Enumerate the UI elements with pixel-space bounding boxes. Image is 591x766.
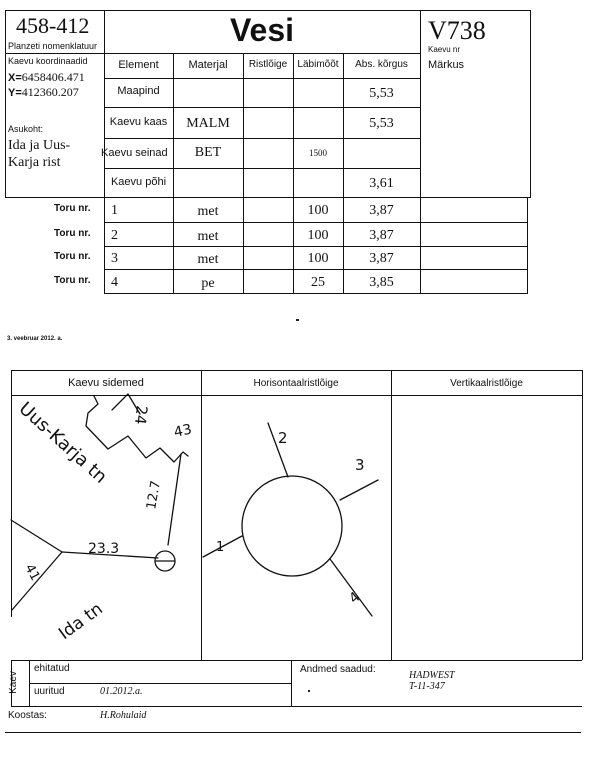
y-label: Y= — [8, 87, 22, 99]
data-from-value-1: HADWEST — [409, 670, 455, 681]
location-line-1: Ida ja Uus- — [8, 138, 71, 153]
data-from-value-2: T-11-347 — [409, 681, 445, 692]
pipe-row-1-diameter: 100 — [307, 203, 329, 218]
element-row-4-elevation: 3,61 — [369, 176, 394, 191]
pipe-row-4-no: 4 — [111, 275, 118, 290]
x-label: X= — [8, 72, 22, 84]
element-row-2-elevation: 5,53 — [369, 116, 394, 131]
col-header-notes: Märkus — [428, 59, 465, 71]
pipe-row-1-material: met — [197, 204, 219, 219]
pipe-row-3-label: Toru nr. — [54, 251, 91, 262]
pipe-3-line — [340, 480, 378, 500]
plan-caption: Planzeti nomenklatuur — [8, 41, 98, 51]
pipe-label-4: 4 — [346, 589, 364, 608]
element-row-3-material: BET — [194, 145, 222, 160]
label-24: 24 — [131, 404, 151, 426]
col-header-elevation: Abs. kõrgus — [355, 59, 408, 70]
measured-label: uuritud — [34, 686, 65, 697]
kaev-label: Kaev — [7, 671, 19, 694]
label-12-7: 12.7 — [144, 479, 164, 511]
pipe-row-2-label: Toru nr. — [54, 228, 91, 239]
coord-caption: Kaevu koordinaadid — [8, 56, 88, 66]
pipe-row-1-label: Toru nr. — [54, 203, 91, 214]
pipe-row-3-diameter: 100 — [307, 251, 329, 266]
built-label: ehitatud — [34, 663, 70, 674]
pipe-label-1: 1 — [216, 540, 225, 555]
pipe-row-4-diameter: 25 — [311, 275, 325, 290]
label-43: 43 — [172, 421, 194, 441]
col-header-section: Ristlõige — [248, 59, 288, 70]
col-header-diameter: Läbimõõt — [297, 59, 339, 70]
location-caption: Asukoht: — [8, 124, 44, 134]
compiled-label: Koostas: — [8, 710, 47, 721]
pipe-row-2-no: 2 — [111, 228, 118, 243]
panel-title-vertical: Vertikaalristlõige — [450, 378, 523, 389]
well-caption: Kaevu nr — [428, 45, 461, 54]
date-line: 3. veebruar 2012. a. — [7, 336, 63, 342]
label-23-3: 23.3 — [88, 541, 120, 557]
street-uus-karja-label: Uus-Karja tn — [14, 398, 111, 488]
pipe-row-2-material: met — [197, 229, 219, 244]
element-row-2-name: Kaevu kaas — [109, 116, 168, 128]
pipe-row-1-elevation: 3,87 — [369, 203, 394, 218]
location-line-2: Karja rist — [8, 155, 61, 170]
col-header-material: Materjal — [188, 59, 228, 71]
element-row-4-name: Kaevu põhi — [110, 176, 167, 188]
data-from-dot — [308, 690, 310, 692]
pipe-label-2: 2 — [278, 429, 288, 447]
panel-title-connections: Kaevu sidemed — [68, 377, 144, 389]
panel-title-horizontal: Horisontaalristlõige — [253, 378, 339, 389]
plan-number: 458-412 — [16, 13, 90, 38]
manhole-circle — [242, 476, 342, 576]
label-41: 41 — [21, 561, 43, 584]
x-value: 6458406.471 — [21, 70, 85, 84]
element-row-3-diameter: 1500 — [309, 148, 327, 158]
pipe-row-2-elevation: 3,87 — [369, 228, 394, 243]
pipe-row-3-elevation: 3,87 — [369, 251, 394, 266]
pipe-row-3-material: met — [197, 252, 219, 267]
element-row-1-name: Maapind — [117, 85, 160, 97]
pipe-4-line — [330, 559, 372, 616]
pipe-row-3-no: 3 — [111, 251, 118, 266]
pipe-row-4-material: pe — [201, 276, 215, 291]
element-row-2-material: MALM — [186, 116, 230, 131]
measured-value: 01.2012.a. — [100, 686, 143, 697]
compiled-value: H.Rohulaid — [100, 710, 147, 721]
pipe-row-4-label: Toru nr. — [54, 275, 91, 286]
element-row-3-name: Kaevu seinad — [101, 147, 168, 159]
pipe-label-3: 3 — [355, 456, 365, 474]
y-value: 412360.207 — [21, 85, 79, 99]
pipe-row-4-elevation: 3,85 — [369, 275, 394, 290]
data-from-label: Andmed saadud: — [300, 664, 376, 675]
pipe-row-2-diameter: 100 — [307, 228, 329, 243]
street-ida-label: Ida tn — [55, 599, 107, 645]
page-title: Vesi — [229, 12, 295, 48]
element-row-1-elevation: 5,53 — [369, 86, 394, 101]
well-id: V738 — [428, 16, 486, 45]
col-header-element: Element — [118, 59, 159, 71]
pipe-row-1-no: 1 — [111, 203, 118, 218]
